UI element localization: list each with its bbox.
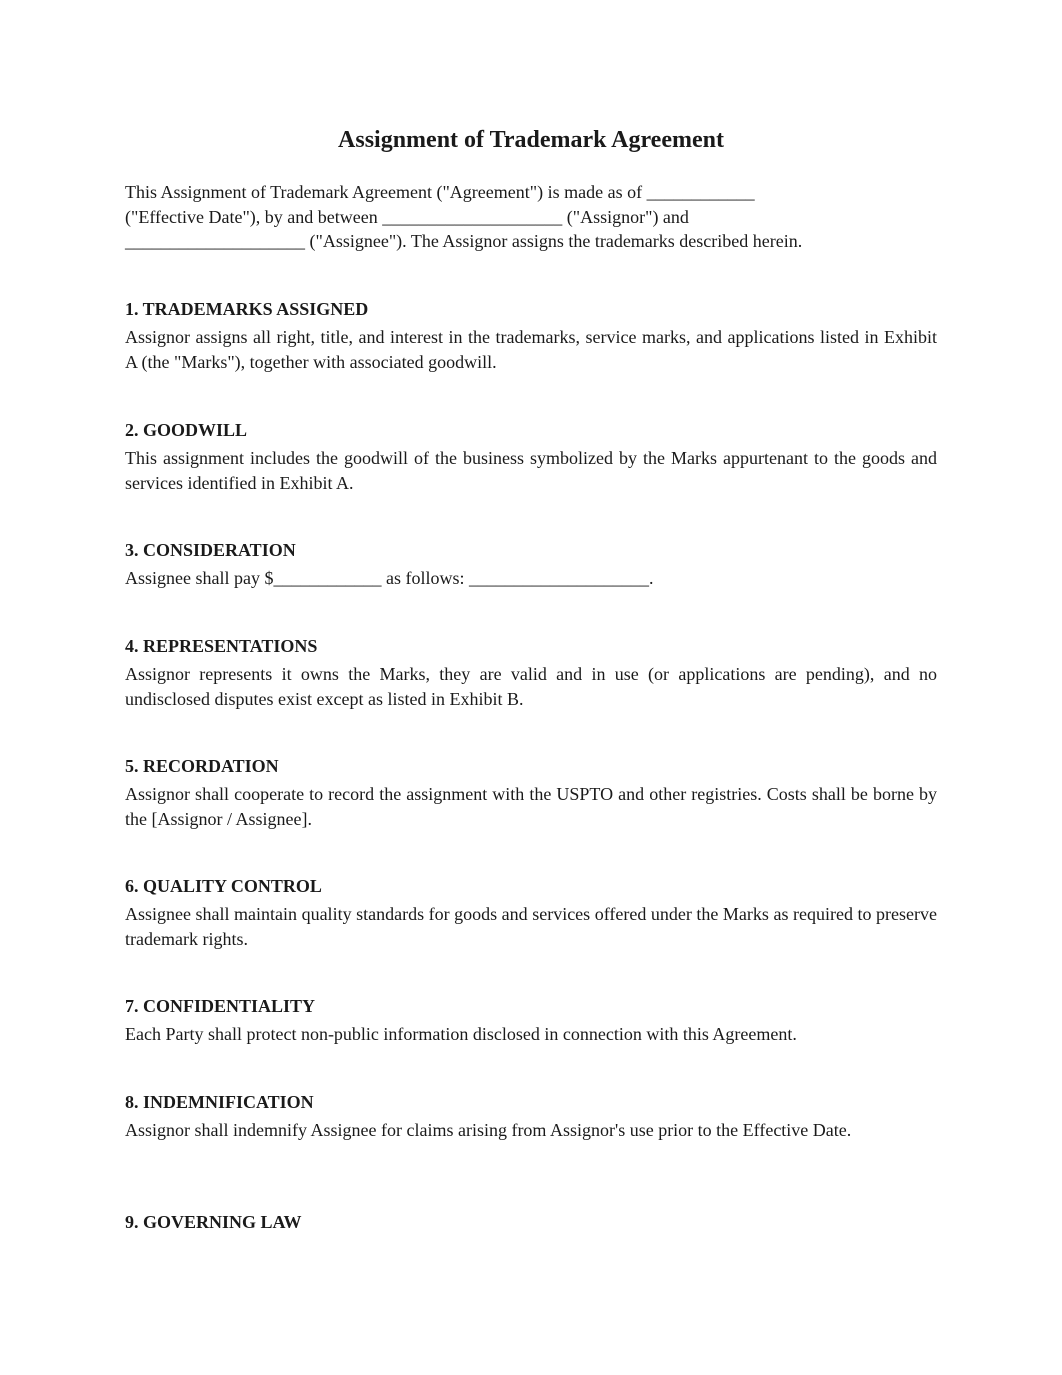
section-quality-control: [125, 874, 937, 951]
section-heading: 4. REPRESENTATIONS: [125, 636, 318, 656]
section-body: Assignor represents it owns the Marks, they are valid and in use (or applications are pending), and no undisclosed disputes exist except as listed in Exhibit B.: [125, 664, 937, 709]
section-heading: 7. CONFIDENTIALITY: [125, 996, 316, 1016]
section-trademarks-assigned: [125, 297, 937, 374]
section-recordation: [125, 754, 937, 831]
section-heading: 8. INDEMNIFICATION: [125, 1092, 314, 1112]
section-body: Each Party shall protect non-public information disclosed in connection with this Agreement.: [125, 1024, 797, 1044]
intro-paragraph: [125, 180, 937, 254]
document-title: Assignment of Trademark Agreement: [338, 127, 724, 153]
section-indemnification: [125, 1090, 937, 1143]
intro-line: ____________________ ("Assignee"). The Assignor assigns the trademarks described herein.: [125, 231, 803, 251]
section-representations: [125, 634, 937, 711]
section-heading: 6. QUALITY CONTROL: [125, 876, 322, 896]
section-body: Assignee shall pay $____________ as follows: ____________________.: [125, 568, 654, 588]
intro-line: This Assignment of Trademark Agreement ("Agreement") is made as of ____________: [125, 182, 755, 202]
section-body: Assignee shall maintain quality standards for goods and services offered under the Marks as required to preserve trademark rights.: [125, 904, 937, 949]
section-heading: 9. GOVERNING LAW: [125, 1212, 302, 1232]
section-body: This assignment includes the goodwill of the business symbolized by the Marks appurtenant to the goods and services identified in Exhibit A.: [125, 448, 937, 493]
section-heading: 2. GOODWILL: [125, 420, 248, 440]
section-body: Assignor assigns all right, title, and interest in the trademarks, service marks, and applications listed in Exhibit A (the "Marks"), together with associated goodwill.: [125, 327, 937, 372]
intro-line: ("Effective Date"), by and between ____________________ ("Assignor") and: [125, 206, 689, 227]
section-body: Assignor shall cooperate to record the assignment with the USPTO and other registries. Costs shall be borne by the [Assignor / Assignee].: [125, 784, 937, 829]
section-goodwill: [125, 418, 937, 495]
section-body: Assignor shall indemnify Assignee for claims arising from Assignor's use prior to the Effective Date.: [125, 1120, 852, 1140]
section-heading: 1. TRADEMARKS ASSIGNED: [125, 299, 369, 319]
section-confidentiality: [125, 994, 937, 1047]
section-consideration: [125, 538, 937, 591]
section-governing-law: [125, 1210, 937, 1234]
section-heading: 3. CONSIDERATION: [125, 540, 296, 560]
section-heading: 5. RECORDATION: [125, 756, 279, 776]
